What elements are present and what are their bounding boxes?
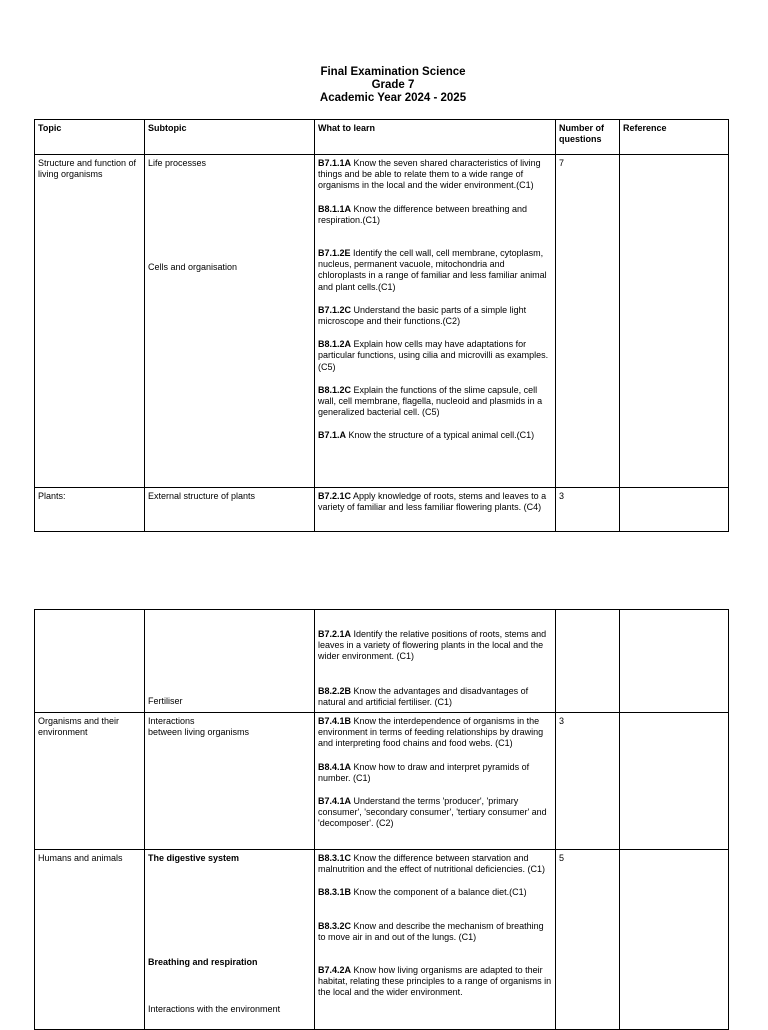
objective-item [318,965,552,999]
col-header-subtopic: Subtopic [145,120,315,155]
objective-item [318,430,552,441]
subtopic-label: Fertiliser [148,696,183,706]
objective-text: Know the component of a balance diet.(C1) [351,887,527,898]
objective-text: Know how living organisms are adapted to their habitat, relating these principles to a range of organisms in the local and the wider environment. [318,965,552,998]
col-header-reference: Reference [620,120,729,155]
subtopic-label: Life processes [148,158,207,168]
reference-cell [620,155,729,488]
objective-text: Know the interdependence of organisms in the environment in terms of feeding relationships by drawing and interpreting food chains and food webs. (C1) [318,716,544,749]
subtopic-label: Cells and organisation [148,262,238,272]
question-count [556,610,620,713]
subtopic-cell [145,713,315,850]
reference-cell [620,610,729,713]
objective-code: B8.1.2A [318,339,352,350]
topic-cell: Humans and animals [35,850,145,1030]
objective-item [318,716,552,750]
objective-code: B7.1.2C [318,304,352,315]
topic-cell [35,610,145,713]
header-grade: Grade 7 [371,79,415,91]
objective-text: Apply knowledge of roots, stems and leaves to a variety of familiar and less familiar flowering plants. (C4) [318,491,547,513]
objectives-cell [315,713,556,850]
table-row [35,610,729,713]
col-header-what-to-learn: What to learn [315,120,556,155]
objective-text: Know the structure of a typical animal cell.(C1) [346,430,535,441]
exam-table-page-1 [34,119,729,532]
objective-text: Identify the relative positions of roots, stems and leaves in a variety of flowering plants in the local and the wider environment. (C1) [318,629,547,662]
objectives-cell [315,610,556,713]
topic-cell: Plants: [35,488,145,532]
topic-cell: Organisms and their environment [35,713,145,850]
table-row [35,713,729,850]
objective-item [318,491,552,513]
objective-item [318,887,552,898]
objective-code: B7.2.1C [318,491,352,501]
objective-code: B7.1.A [318,430,347,441]
subtopic-cell [145,155,315,488]
objective-code: B8.3.1C [318,853,352,863]
objective-item [318,921,552,943]
objective-text: Know the advantages and disadvantages of natural and artificial fertiliser. (C1) [318,685,529,707]
question-count: 3 [556,713,620,850]
objective-item [318,796,552,830]
subtopic-cell [145,850,315,1030]
objective-item [318,686,552,708]
exam-table-page-2 [34,609,729,1030]
objective-item [318,158,552,192]
header-academic-year: Academic Year 2024 - 2025 [319,92,467,104]
objective-code: B7.2.1A [318,629,352,639]
objective-item [318,204,552,226]
objective-code: B8.1.2C [318,384,352,395]
objective-text: Explain how cells may have adaptations for particular functions, using cilia and microvilli as examples.(C5) [318,339,549,372]
objective-code: B7.4.1B [318,716,352,726]
objective-text: Know the difference between starvation and malnutrition and the effect of nutritional deficiencies. (C1) [318,853,545,875]
objective-text: Know the difference between breathing and respiration.(C1) [318,203,527,225]
table-row [35,488,729,532]
objective-item [318,629,552,663]
objective-code: B7.1.1A [318,158,352,168]
objective-text: Identify the cell wall, cell membrane, cytoplasm, nucleus, permanent vacuole, mitochondria and chloroplasts in a range of familiar and less familiar animal and plant cells.(C1) [318,248,547,292]
subtopic-label: Breathing and respiration [148,957,258,967]
question-count: 3 [556,488,620,532]
objective-item [318,305,552,327]
objective-text: Explain the functions of the slime capsule, cell wall, cell membrane, flagella, nucleoid and plasmids in a generalized bacterial cell. (C5) [318,384,543,418]
table-row [35,155,729,488]
topic-cell: Structure and function of living organisms [35,155,145,488]
objective-text: Know how to draw and interpret pyramids of number. (C1) [318,761,530,783]
reference-cell [620,713,729,850]
objectives-cell [315,850,556,1030]
subtopic-cell [145,610,315,713]
table-row [35,850,729,1030]
objective-text: Understand the terms 'producer', 'primary consumer', 'secondary consumer', 'tertiary consumer' and 'decomposer'. (C2) [318,796,547,829]
question-count: 5 [556,850,620,1030]
reference-cell [620,850,729,1030]
col-header-number-of-questions: Number of questions [556,120,620,155]
header-title: Final Examination Science [320,66,466,78]
document-header [0,66,768,105]
objective-code: B7.4.2A [318,965,352,976]
objective-code: B7.4.1A [318,796,352,807]
objective-item [318,762,552,784]
objective-code: B8.4.1A [318,761,352,772]
objective-item [318,248,552,293]
objective-text: Understand the basic parts of a simple light microscope and their functions.(C2) [318,304,527,327]
objectives-cell [315,488,556,532]
objective-code: B8.3.1B [318,887,352,898]
objective-item [318,385,552,419]
objective-code: B8.3.2C [318,920,352,931]
table-header-row [35,120,729,155]
objective-text: Know and describe the mechanism of breathing to move air in and out of the lungs. (C1) [318,920,544,942]
objective-code: B7.1.2E [318,248,351,259]
objective-item [318,853,552,875]
question-count: 7 [556,155,620,488]
reference-cell [620,488,729,532]
objective-item [318,339,552,373]
objective-code: B8.1.1A [318,203,352,214]
subtopic-label: The digestive system [148,853,240,863]
subtopic-label: between living organisms [148,727,250,738]
col-header-topic: Topic [35,120,145,155]
subtopic-label: Interactions with the environment [148,1004,281,1014]
subtopic-label: Interactions [148,716,195,726]
subtopic-cell: External structure of plants [145,488,315,532]
objectives-cell [315,155,556,488]
objective-code: B8.2.2B [318,685,352,696]
objective-text: Know the seven shared characteristics of living things and be able to relate them to a wide range of organisms in the local and the wider environment.(C1) [318,158,541,191]
